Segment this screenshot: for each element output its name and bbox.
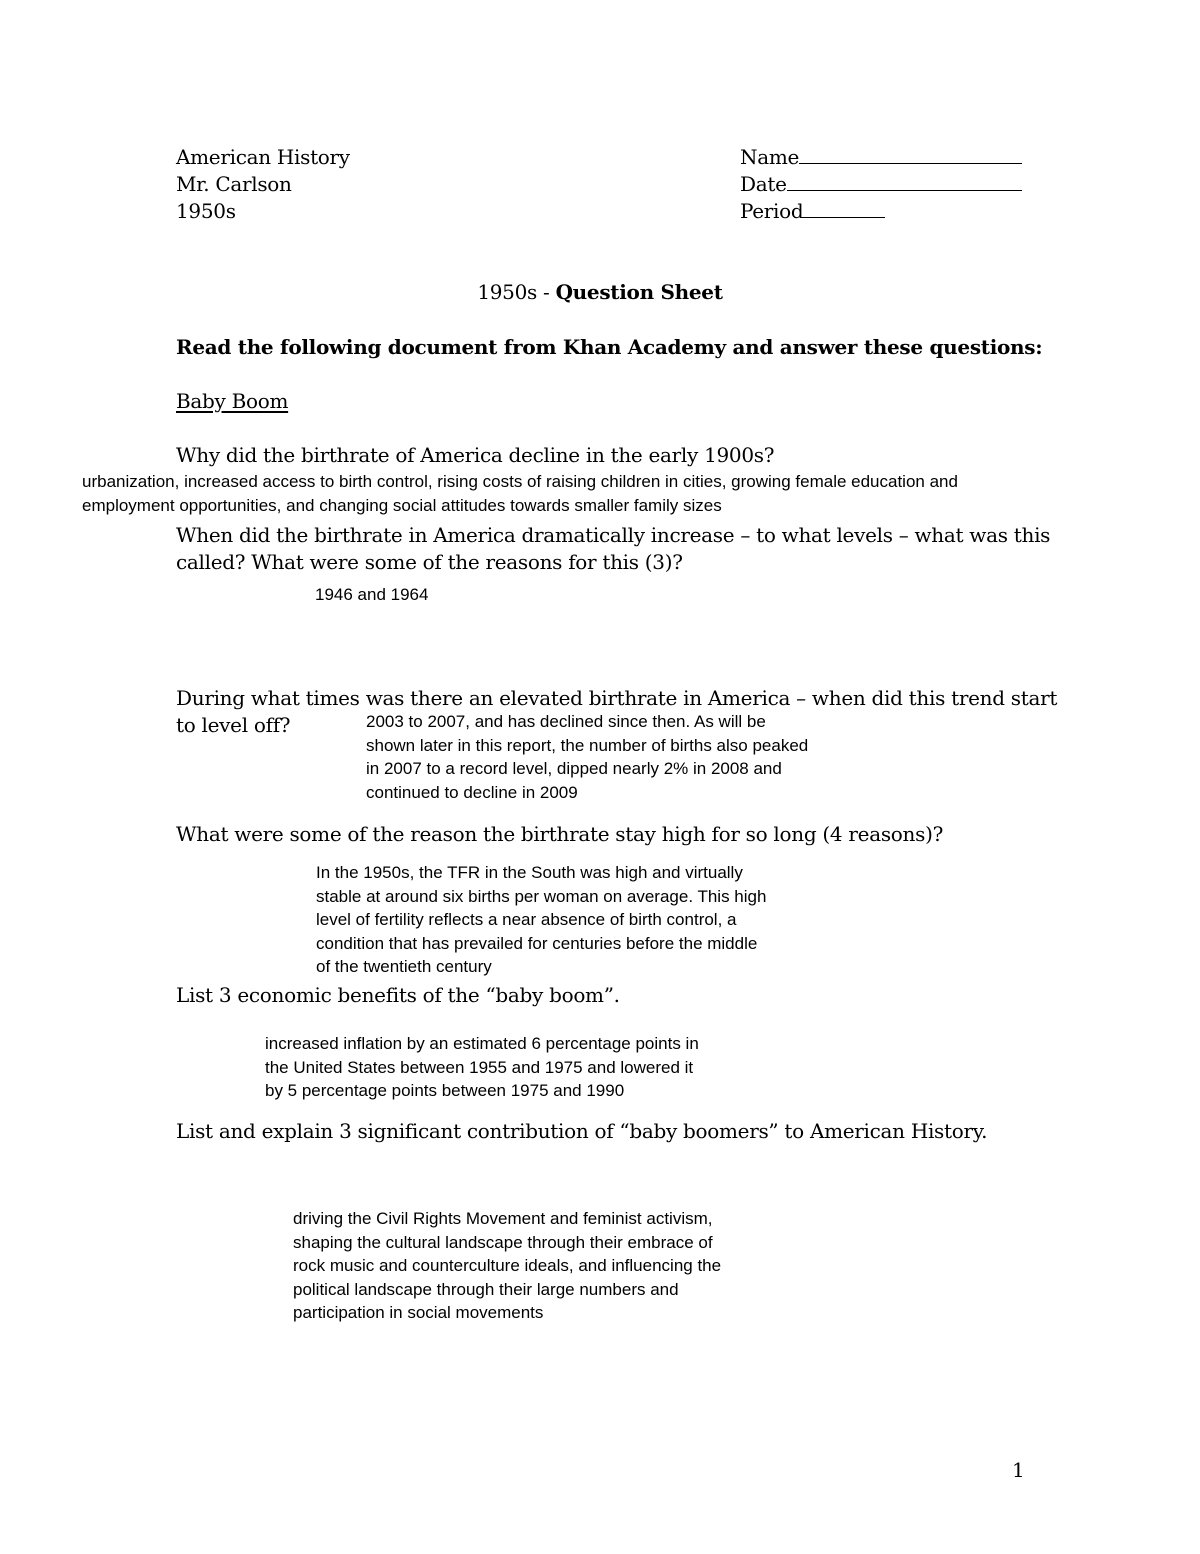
period-blank[interactable] [803, 198, 885, 218]
title-prefix: 1950s - [477, 280, 556, 304]
date-blank[interactable] [787, 171, 1022, 191]
header-left [176, 144, 350, 225]
instructions: Read the following document from Khan Academy and answer these questions: [176, 335, 1043, 359]
section-heading: Baby Boom [176, 389, 289, 413]
period-line [740, 198, 1022, 225]
question-5: List 3 economic benefits of the “baby boom”. [176, 983, 620, 1007]
question-3-line-1: During what times was there an elevated birthrate in America – when did this trend start [176, 686, 1058, 710]
question-2 [176, 522, 1050, 576]
answer-1: urbanization, increased access to birth control, rising costs of raising children in cities, growing female education and employment opportunities, and changing social attitudes towards smaller family sizes [82, 472, 958, 515]
course-name: American History [176, 145, 350, 169]
answer-2: 1946 and 1964 [315, 585, 429, 604]
title-main: Question Sheet [555, 280, 723, 304]
period-label: Period [740, 199, 804, 223]
question-2-line-2: called? What were some of the reasons for this (3)? [176, 550, 683, 574]
name-blank[interactable] [799, 144, 1022, 164]
question-2-line-1: When did the birthrate in America dramatically increase – to what levels – what was this [176, 523, 1051, 547]
page-number: 1 [1012, 1458, 1025, 1482]
name-label: Name [740, 145, 800, 169]
question-4: What were some of the reason the birthrate stay high for so long (4 reasons)? [176, 822, 943, 846]
teacher-name: Mr. Carlson [176, 172, 292, 196]
answer-3: 2003 to 2007, and has declined since then. As will be shown later in this report, the number of births also peaked in 2007 to a record level, dipped nearly 2% in 2008 and continued to decline in 2009 [366, 712, 809, 802]
answer-5: increased inflation by an estimated 6 percentage points in the United States between 1955 and 1975 and lowered it by 5 percentage points between 1975 and 1990 [265, 1034, 699, 1100]
question-3-line-2: to level off? [176, 713, 291, 737]
date-line [740, 171, 1022, 198]
unit-name: 1950s [176, 199, 236, 223]
answer-6: driving the Civil Rights Movement and feminist activism, shaping the cultural landscape through their embrace of rock music and counterculture ideals, and influencing the political landscape through their large numbers and participation in social movements [293, 1209, 722, 1322]
question-1: Why did the birthrate of America decline in the early 1900s? [176, 443, 775, 467]
date-label: Date [740, 172, 787, 196]
name-line [740, 144, 1022, 171]
answer-4: In the 1950s, the TFR in the South was high and virtually stable at around six births per woman on average. This high level of fertility reflects a near absence of birth control, a condition that has prevailed for centuries before the middle of the twentieth century [316, 863, 767, 976]
question-6: List and explain 3 significant contribution of “baby boomers” to American History. [176, 1119, 988, 1143]
page-title [0, 280, 1200, 304]
header-right [740, 144, 1022, 225]
